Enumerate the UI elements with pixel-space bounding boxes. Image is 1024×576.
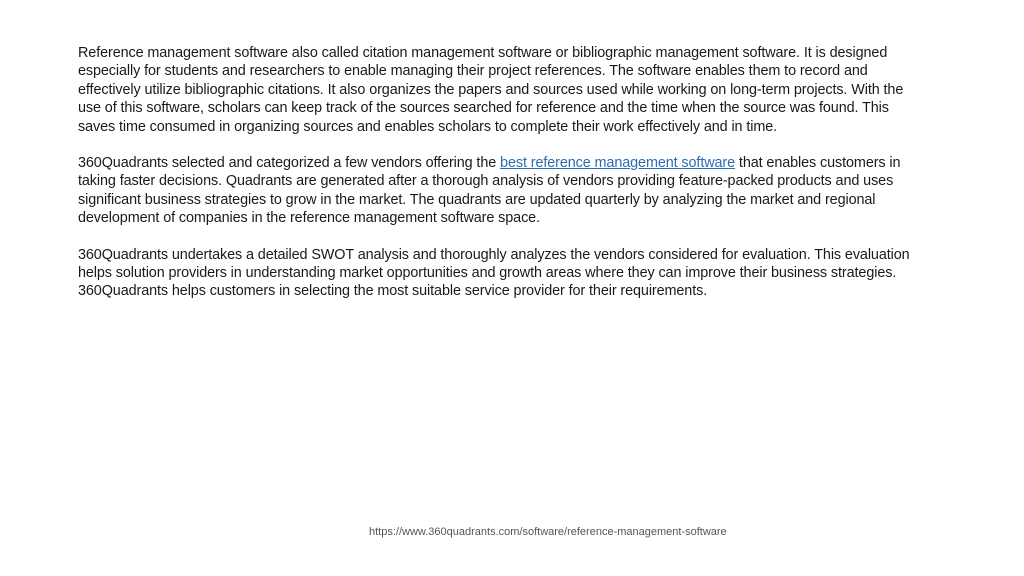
paragraph-vendors — [78, 154, 928, 228]
paragraph-vendors-after: that enables customers in taking faster decisions. Quadrants are generated after a thorough analysis of vendors providing feature-packed products and uses significant business strategies to grow in the market. The quadrants are updated quarterly by analyzing the market and regional development of companies in the reference management software space. — [78, 155, 901, 227]
paragraph-swot — [78, 246, 928, 301]
paragraph-vendors-before: 360Quadrants selected and categorized a few vendors offering the — [78, 155, 501, 172]
term-reference-management-software: Reference management software — [78, 45, 288, 61]
slide-body — [78, 44, 928, 319]
paragraph-swot-text: 360Quadrants undertakes a detailed SWOT analysis and thoroughly analyzes the vendors considered for evaluation. This evaluation helps solution providers in understanding market opportunities and growth areas where they can improve their business strategies. 360Quadrants helps customers in selecting the most suitable service provider for their requirements. — [78, 246, 910, 300]
best-reference-software-link[interactable]: best reference management software — [500, 155, 736, 172]
paragraph-intro-text: also called citation management software or bibliographic management software. It is designed especially for students and researchers to enable managing their project references. The software enables them to record and effectively utilize bibliographic citations. It also organizes the papers and sources used while working on long-term projects. With the use of this software, scholars can keep track of the sources searched for reference and the time when the source was found. This saves time consumed in organizing sources and enables scholars to complete their work effectively and in time. — [78, 45, 904, 135]
paragraph-intro — [78, 44, 928, 136]
footer-url: https://www.360quadrants.com/software/reference-management-software — [369, 526, 727, 538]
